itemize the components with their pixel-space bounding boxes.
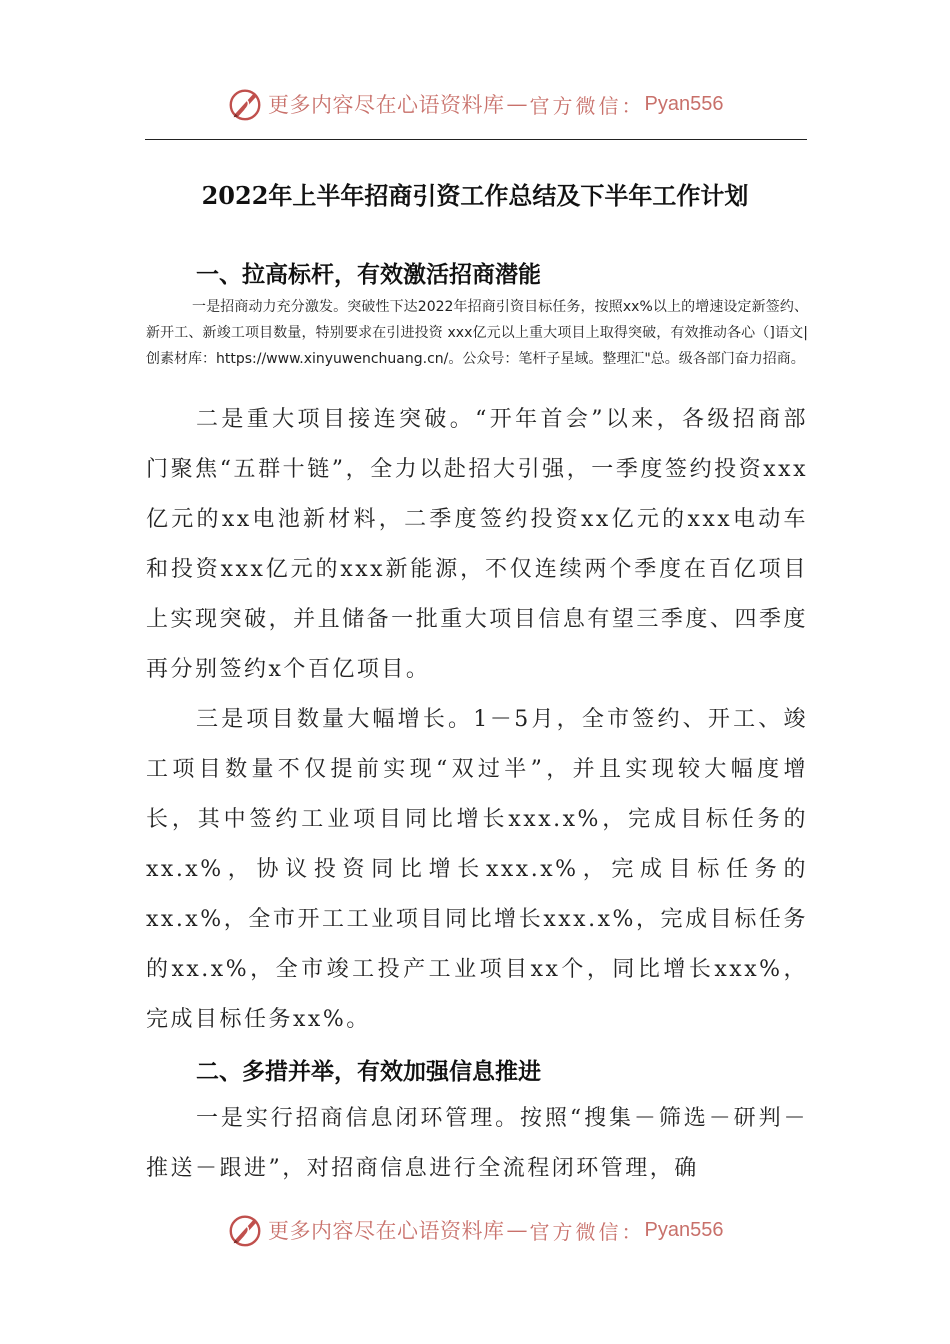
banner-main-text: 更多内容尽在心语资料库	[268, 93, 505, 117]
banner-wechat-id: Pyan556	[644, 92, 724, 115]
banner-main-text: 更多内容尽在心语资料库	[268, 1219, 505, 1243]
banner-dash: —	[506, 1218, 528, 1242]
section-heading-1: 一、拉高标杆，有效激活招商潜能	[196, 262, 541, 288]
header-divider	[145, 139, 807, 140]
banner-official-label: 官方微信：	[529, 93, 645, 118]
footer-banner	[226, 1210, 723, 1250]
document-title: 2022年上半年招商引资工作总结及下半年工作计划	[201, 181, 749, 210]
banner-official-label: 官方微信：	[529, 1219, 645, 1244]
section-heading-2: 二、多措并举，有效加强信息推进	[196, 1059, 541, 1085]
pen-logo-icon	[226, 85, 264, 123]
banner-wechat-id: Pyan556	[644, 1218, 724, 1241]
paragraph-3: 三是项目数量大幅增长。1－5月，全市签约、开工、竣工项目数量不仅提前实现“双过半”，并且实现较大幅度增长，其中签约工业项目同比增长xxx.x%，完成目标任务的xx.x%，协议投资同比增长xxx.x%，完成目标任务的xx.x%，全市开工工业项目同比增长xxx.x%，完成目标任务的xx.x%，全市竣工投产工业项目xx个，同比增长xxx%，完成目标任务xx%。	[146, 707, 808, 1032]
banner-dash: —	[506, 92, 528, 116]
pen-logo-icon	[226, 1211, 264, 1249]
paragraph-1: 一是招商动力充分激发。突破性下达2022年招商引资目标任务，按照xx%以上的增速设定新签约、新开工、新竣工项目数量，特别要求在引进投资 xxx亿元以上重大项目上取得突破，有效推动各心（]语文|创素材库：https://www.xinyuwenchuang.cn/。公众号：笔杆子星域。整理汇"总。级各部门奋力招商。	[146, 299, 808, 367]
paragraph-4: 一是实行招商信息闭环管理。按照“搜集－筛选－研判－推送－跟进”，对招商信息进行全流程闭环管理，确	[146, 1106, 808, 1181]
header-banner	[226, 84, 723, 124]
paragraph-2: 二是重大项目接连突破。“开年首会”以来，各级招商部门聚焦“五群十链”，全力以赴招大引强，一季度签约投资xxx亿元的xx电池新材料，二季度签约投资xx亿元的xxx电动车和投资xxx亿元的xxx新能源，不仅连续两个季度在百亿项目上实现突破，并且储备一批重大项目信息有望三季度、四季度再分别签约x个百亿项目。	[146, 407, 808, 682]
